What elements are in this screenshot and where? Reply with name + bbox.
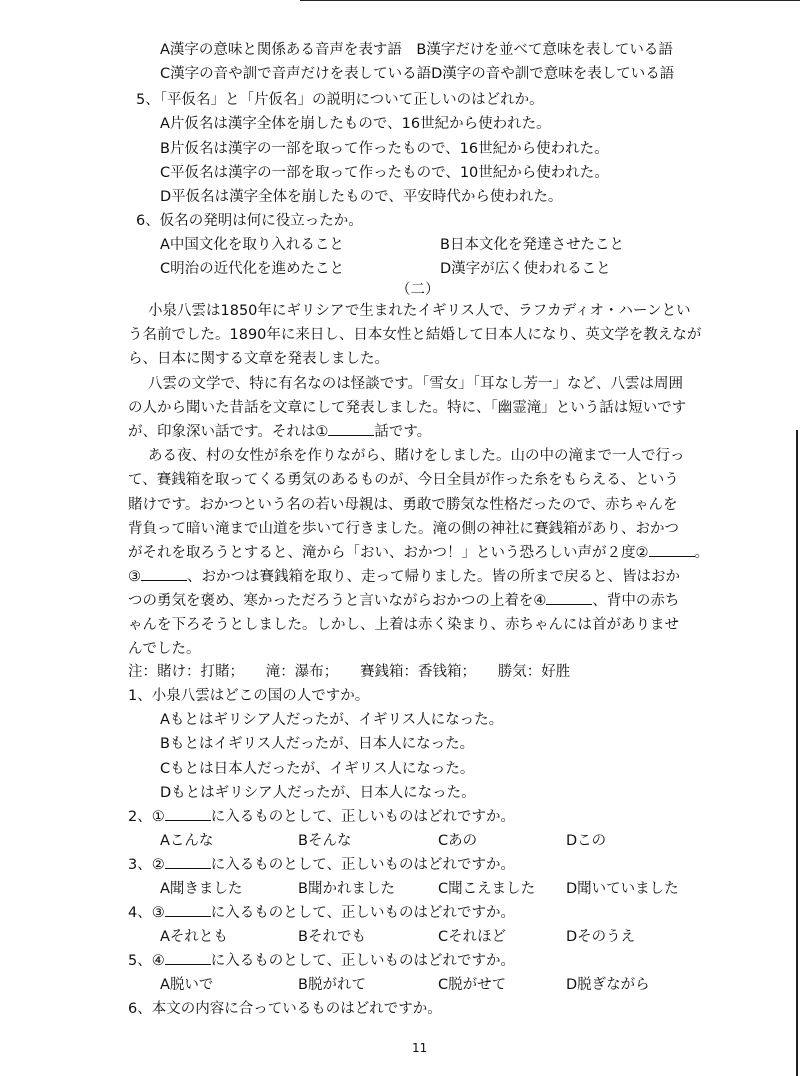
q2-stem-b: に入るものとして、正しいものはどれですか。: [210, 809, 515, 825]
q4-options-line1: A漢字の意味と関係ある音声を表す語 B漢字だけを並べて意味を表している語: [160, 42, 673, 58]
q5-stem-a: 5、④: [128, 953, 165, 969]
q6-option-b: B日本文化を発達させたこと: [440, 237, 624, 253]
q6-stem-2: 6、本文の内容に合っているものはどれですか。: [128, 1001, 442, 1017]
q5-stem: 5、「平仮名」と「片仮名」の説明について正しいのはどれか。: [136, 92, 544, 108]
q4-blank: [165, 902, 211, 917]
scan-edge-top: [300, 0, 800, 1]
q3-option-b: B聞かれました: [298, 881, 395, 897]
passage-p3-l6: [128, 565, 680, 589]
passage-p1-l3: ら、日本に関する文章を発表しました。: [128, 351, 389, 367]
q6-option-a: A中国文化を取り入れること: [160, 237, 344, 253]
q5-blank: [165, 950, 211, 965]
passage-p3-l5-text-a: がそれを取ろうとすると、滝から「おい、おかつ！」という恐ろしい声が２度②: [128, 545, 649, 561]
passage-p3-l5: [128, 541, 709, 565]
q5-option-a: A片仮名は漢字全体を崩したもので、16世紀から使われた。: [160, 116, 551, 132]
q5-option-b: B片仮名は漢字の一部を取って作ったもので、16世紀から使われた。: [160, 141, 609, 157]
q4-option-d: Dそのうえ: [566, 929, 636, 945]
passage-p3-l7-text-b: 、背中の赤ち: [592, 593, 680, 609]
passage-p3-l1: ある夜、村の女性が糸を作りながら、賭けをしました。山の中の滝まで一人で行っ: [148, 448, 685, 464]
q5-stem-2: [128, 949, 515, 973]
passage-p3-l7: [128, 589, 679, 613]
q6-stem: 6、仮名の発明は何に役立ったか。: [136, 213, 363, 229]
passage-p3-l6-text-a: ③: [128, 569, 141, 585]
passage-p1-l2: う名前でした。1890年に来日し、日本女性と結婚して日本人になり、英文学を教えなが: [128, 327, 702, 343]
q2-option-a: Aこんな: [160, 833, 214, 849]
q4-stem-b: に入るものとして、正しいものはどれですか。: [210, 905, 515, 921]
q3-stem: [128, 853, 515, 877]
vocabulary-notes: 注：賭け：打賭； 滝：瀑布； 賽銭箱：香钱箱； 勝気：好胜: [128, 664, 571, 680]
q1-option-b: Bもとはイギリス人だったが、日本人になった。: [160, 736, 475, 752]
q4-stem-a: 4、③: [128, 905, 165, 921]
passage-p2-l3: [128, 420, 431, 444]
q4-option-a: Aそれとも: [160, 929, 228, 945]
q5-2-option-c: C脱がせて: [438, 977, 507, 993]
passage-p2-l2: の人から聞いた昔話を文章にして発表しました。特に、「幽霊滝」という話は短いです: [128, 400, 687, 416]
q5-2-option-b: B脱がれて: [298, 977, 366, 993]
q5-stem-b: に入るものとして、正しいものはどれですか。: [210, 953, 515, 969]
q3-stem-b: に入るものとして、正しいものはどれですか。: [210, 857, 515, 873]
q5-option-d: D平仮名は漢字全体を崩したもので、平安時代から使われた。: [160, 189, 563, 205]
q2-stem-a: 2、①: [128, 809, 165, 825]
passage-p3-l4: 背負って暗い滝まで山道を歩いて行きました。滝の側の神社に賽銭箱があり、おかつ: [128, 521, 679, 537]
blank-2: [649, 542, 695, 557]
passage-p2-l3-text-a: が、印象深い話です。それは①: [128, 424, 329, 440]
q1-stem: 1、小泉八雲はどこの国の人ですか。: [128, 688, 370, 704]
q3-blank: [165, 854, 211, 869]
q3-option-c: C聞こえました: [438, 881, 536, 897]
passage-p3-l3: 賭けです。おかつという名の若い母親は、勇敢で勝気な性格だったので、赤ちゃんを: [128, 497, 678, 513]
q4-stem: [128, 901, 515, 925]
q6-option-c: C明治の近代化を進めたこと: [160, 261, 345, 277]
page-number: 11: [412, 1041, 428, 1055]
q3-option-a: A聞きました: [160, 881, 243, 897]
blank-1: [328, 421, 374, 436]
q3-stem-a: 3、②: [128, 857, 165, 873]
passage-p3-l6-text-b: 、おかつは賽銭箱を取り、走って帰りました。皆の所まで戻ると、皆はおか: [187, 569, 680, 585]
q2-option-b: Bそんな: [298, 833, 352, 849]
q2-stem: [128, 805, 515, 829]
passage-p3-l9: んでした。: [128, 641, 201, 657]
q4-options-line2: C漢字の音や訓で音声だけを表している語D漢字の音や訓で意味を表している語: [160, 66, 675, 82]
passage-p3-l2: て、賽銭箱を取ってくる勇気のあるものが、今日全員が作った糸をもらえる、という: [128, 472, 679, 488]
blank-4: [546, 590, 592, 605]
q3-option-d: D聞いていました: [566, 881, 679, 897]
passage-p2-l1: 八雲の文学で、特に有名なのは怪談です。「雪女」「耳なし芳一」など、八雲は周囲: [148, 376, 684, 392]
scan-edge-right: [796, 430, 798, 1076]
passage-p3-l8: ゃんを下ろそうとしました。しかし、上着は赤く染まり、赤ちゃんには首がありませ: [128, 617, 679, 633]
q4-option-b: Bそれでも: [298, 929, 366, 945]
passage-p3-l5-text-b: 。: [694, 545, 709, 561]
q2-option-c: Cあの: [438, 833, 478, 849]
q6-option-d: D漢字が広く使われること: [440, 261, 611, 277]
q4-option-c: Cそれほど: [438, 929, 507, 945]
passage-p2-l3-text-b: 話です。: [374, 424, 432, 440]
passage-p3-l7-text-a: つの勇気を褒め、寒かっただろうと言いながらおかつの上着を④: [128, 593, 547, 609]
q1-option-d: Dもとはギリシア人だったが、日本人になった。: [160, 785, 476, 801]
passage-p1-l1: 小泉八雲は1850年にギリシアで生まれたイギリス人で、ラフカディオ・ハーンとい: [148, 303, 691, 319]
q5-2-option-a: A脱いで: [160, 977, 214, 993]
q5-option-c: C平仮名は漢字の一部を取って作ったもので、10世紀から使われた。: [160, 165, 609, 181]
q5-2-option-d: D脱ぎながら: [566, 977, 650, 993]
q2-blank: [165, 806, 211, 821]
blank-3: [141, 566, 187, 581]
q2-option-d: Dこの: [566, 833, 607, 849]
q1-option-c: Cもとは日本人だったが、イギリス人になった。: [160, 761, 475, 777]
q1-option-a: Aもとはギリシア人だったが、イギリス人になった。: [160, 712, 504, 728]
section-heading: （二）: [396, 282, 440, 298]
